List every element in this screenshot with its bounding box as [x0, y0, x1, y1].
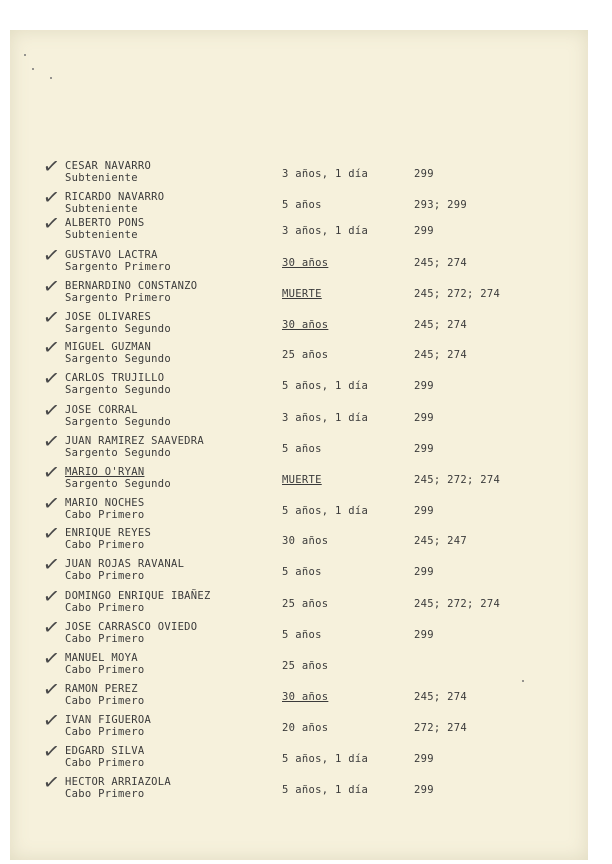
sentence-value: 5 años, 1 día [282, 505, 369, 517]
articles-value: 299 [414, 753, 434, 765]
person-name: BERNARDINO CONSTANZO [65, 280, 198, 292]
sentence-value: 3 años, 1 día [282, 168, 369, 180]
articles-value: 245; 247 [414, 535, 467, 547]
person-rank: Cabo Primero [65, 695, 145, 707]
list-item [10, 582, 588, 620]
checkmark-icon: ✓ [41, 209, 62, 237]
person-name: RICARDO NAVARRO [65, 191, 165, 203]
person-rank: Cabo Primero [65, 788, 145, 800]
articles-value: 299 [414, 380, 434, 392]
list-item [10, 706, 588, 744]
person-name: CESAR NAVARRO [65, 160, 152, 172]
list-item [10, 152, 588, 190]
list-item [10, 209, 588, 247]
articles-value: 299 [414, 168, 434, 180]
checkmark-icon: ✓ [41, 364, 62, 392]
person-rank: Subteniente [65, 172, 138, 184]
person-rank: Sargento Primero [65, 292, 171, 304]
person-name: JUAN ROJAS RAVANAL [65, 558, 185, 570]
list-item [10, 675, 588, 713]
person-rank: Cabo Primero [65, 757, 145, 769]
sentence-value: 30 años [282, 691, 329, 703]
person-name: JOSE CORRAL [65, 404, 138, 416]
sentence-value: 5 años, 1 día [282, 380, 369, 392]
sentence-value: 30 años [282, 257, 329, 269]
person-name: JOSE OLIVARES [65, 311, 152, 323]
checkmark-icon: ✓ [41, 333, 62, 361]
paper-speck [32, 68, 34, 70]
list-item [10, 644, 588, 682]
list-item [10, 768, 588, 806]
person-rank: Sargento Segundo [65, 323, 171, 335]
person-name: MANUEL MOYA [65, 652, 138, 664]
checkmark-icon: ✓ [41, 613, 62, 641]
person-name: GUSTAVO LACTRA [65, 249, 158, 261]
articles-value: 245; 274 [414, 349, 467, 361]
person-rank: Subteniente [65, 203, 138, 215]
checkmark-icon: ✓ [41, 303, 62, 331]
checkmark-icon: ✓ [41, 489, 62, 517]
articles-value: 245; 274 [414, 691, 467, 703]
list-item [10, 737, 588, 775]
sentence-value: 5 años [282, 566, 322, 578]
articles-value: 272; 274 [414, 722, 467, 734]
sentence-value: 30 años [282, 535, 329, 547]
person-name: IVAN FIGUEROA [65, 714, 152, 726]
articles-value: 299 [414, 784, 434, 796]
checkmark-icon: ✓ [41, 550, 62, 578]
person-name: DOMINGO ENRIQUE IBAÑEZ [65, 590, 211, 602]
person-rank: Cabo Primero [65, 633, 145, 645]
person-name: EDGARD SILVA [65, 745, 145, 757]
sentence-value: 25 años [282, 598, 329, 610]
person-name: MARIO O'RYAN [65, 466, 145, 478]
person-rank: Subteniente [65, 229, 138, 241]
person-name: CARLOS TRUJILLO [65, 372, 165, 384]
articles-value: 245; 272; 274 [414, 598, 501, 610]
articles-value: 299 [414, 629, 434, 641]
articles-value: 299 [414, 566, 434, 578]
checkmark-icon: ✓ [41, 675, 62, 703]
checkmark-icon: ✓ [41, 152, 62, 180]
sentence-value: MUERTE [282, 288, 322, 300]
sentence-value: 3 años, 1 día [282, 412, 369, 424]
sentence-value: 5 años [282, 199, 322, 211]
person-rank: Cabo Primero [65, 664, 145, 676]
sentence-value: 5 años [282, 629, 322, 641]
checkmark-icon: ✓ [41, 183, 62, 211]
list-item [10, 333, 588, 371]
articles-value: 245; 274 [414, 319, 467, 331]
checkmark-icon: ✓ [41, 582, 62, 610]
articles-value: 299 [414, 443, 434, 455]
list-item [10, 427, 588, 465]
sentence-value: 30 años [282, 319, 329, 331]
checkmark-icon: ✓ [41, 644, 62, 672]
list-item [10, 364, 588, 402]
sentence-value: 3 años, 1 día [282, 225, 369, 237]
document-page [10, 30, 588, 860]
person-rank: Sargento Primero [65, 261, 171, 273]
list-item [10, 489, 588, 527]
person-rank: Sargento Segundo [65, 416, 171, 428]
sentence-value: 25 años [282, 660, 329, 672]
list-item [10, 272, 588, 310]
checkmark-icon: ✓ [41, 427, 62, 455]
articles-value: 245; 272; 274 [414, 474, 501, 486]
sentence-value: 5 años, 1 día [282, 753, 369, 765]
paper-speck [24, 54, 26, 56]
person-name: MARIO NOCHES [65, 497, 145, 509]
articles-value: 245; 272; 274 [414, 288, 501, 300]
list-item [10, 519, 588, 557]
list-item [10, 396, 588, 434]
checkmark-icon: ✓ [41, 241, 62, 269]
checkmark-icon: ✓ [41, 519, 62, 547]
person-rank: Sargento Segundo [65, 384, 171, 396]
person-rank: Cabo Primero [65, 570, 145, 582]
person-rank: Sargento Segundo [65, 353, 171, 365]
checkmark-icon: ✓ [41, 737, 62, 765]
sentence-value: 20 años [282, 722, 329, 734]
checkmark-icon: ✓ [41, 706, 62, 734]
articles-value: 299 [414, 505, 434, 517]
person-rank: Sargento Segundo [65, 478, 171, 490]
paper-speck [50, 77, 52, 79]
articles-value: 293; 299 [414, 199, 467, 211]
sentence-value: MUERTE [282, 474, 322, 486]
person-name: ALBERTO PONS [65, 217, 145, 229]
checkmark-icon: ✓ [41, 272, 62, 300]
list-item [10, 550, 588, 588]
person-rank: Cabo Primero [65, 509, 145, 521]
articles-value: 299 [414, 412, 434, 424]
list-item [10, 458, 588, 496]
person-rank: Cabo Primero [65, 539, 145, 551]
person-rank: Cabo Primero [65, 602, 145, 614]
list-item [10, 241, 588, 279]
sentence-value: 5 años [282, 443, 322, 455]
checkmark-icon: ✓ [41, 396, 62, 424]
list-item [10, 613, 588, 651]
person-rank: Cabo Primero [65, 726, 145, 738]
person-name: MIGUEL GUZMAN [65, 341, 152, 353]
person-name: ENRIQUE REYES [65, 527, 152, 539]
articles-value: 245; 274 [414, 257, 467, 269]
checkmark-icon: ✓ [41, 458, 62, 486]
list-item [10, 303, 588, 341]
sentence-value: 25 años [282, 349, 329, 361]
person-name: JUAN RAMIREZ SAAVEDRA [65, 435, 205, 447]
person-name: HECTOR ARRIAZOLA [65, 776, 171, 788]
checkmark-icon: ✓ [41, 768, 62, 796]
sentence-value: 5 años, 1 día [282, 784, 369, 796]
person-name: JOSE CARRASCO OVIEDO [65, 621, 198, 633]
articles-value: 299 [414, 225, 434, 237]
person-name: RAMON PEREZ [65, 683, 138, 695]
person-rank: Sargento Segundo [65, 447, 171, 459]
